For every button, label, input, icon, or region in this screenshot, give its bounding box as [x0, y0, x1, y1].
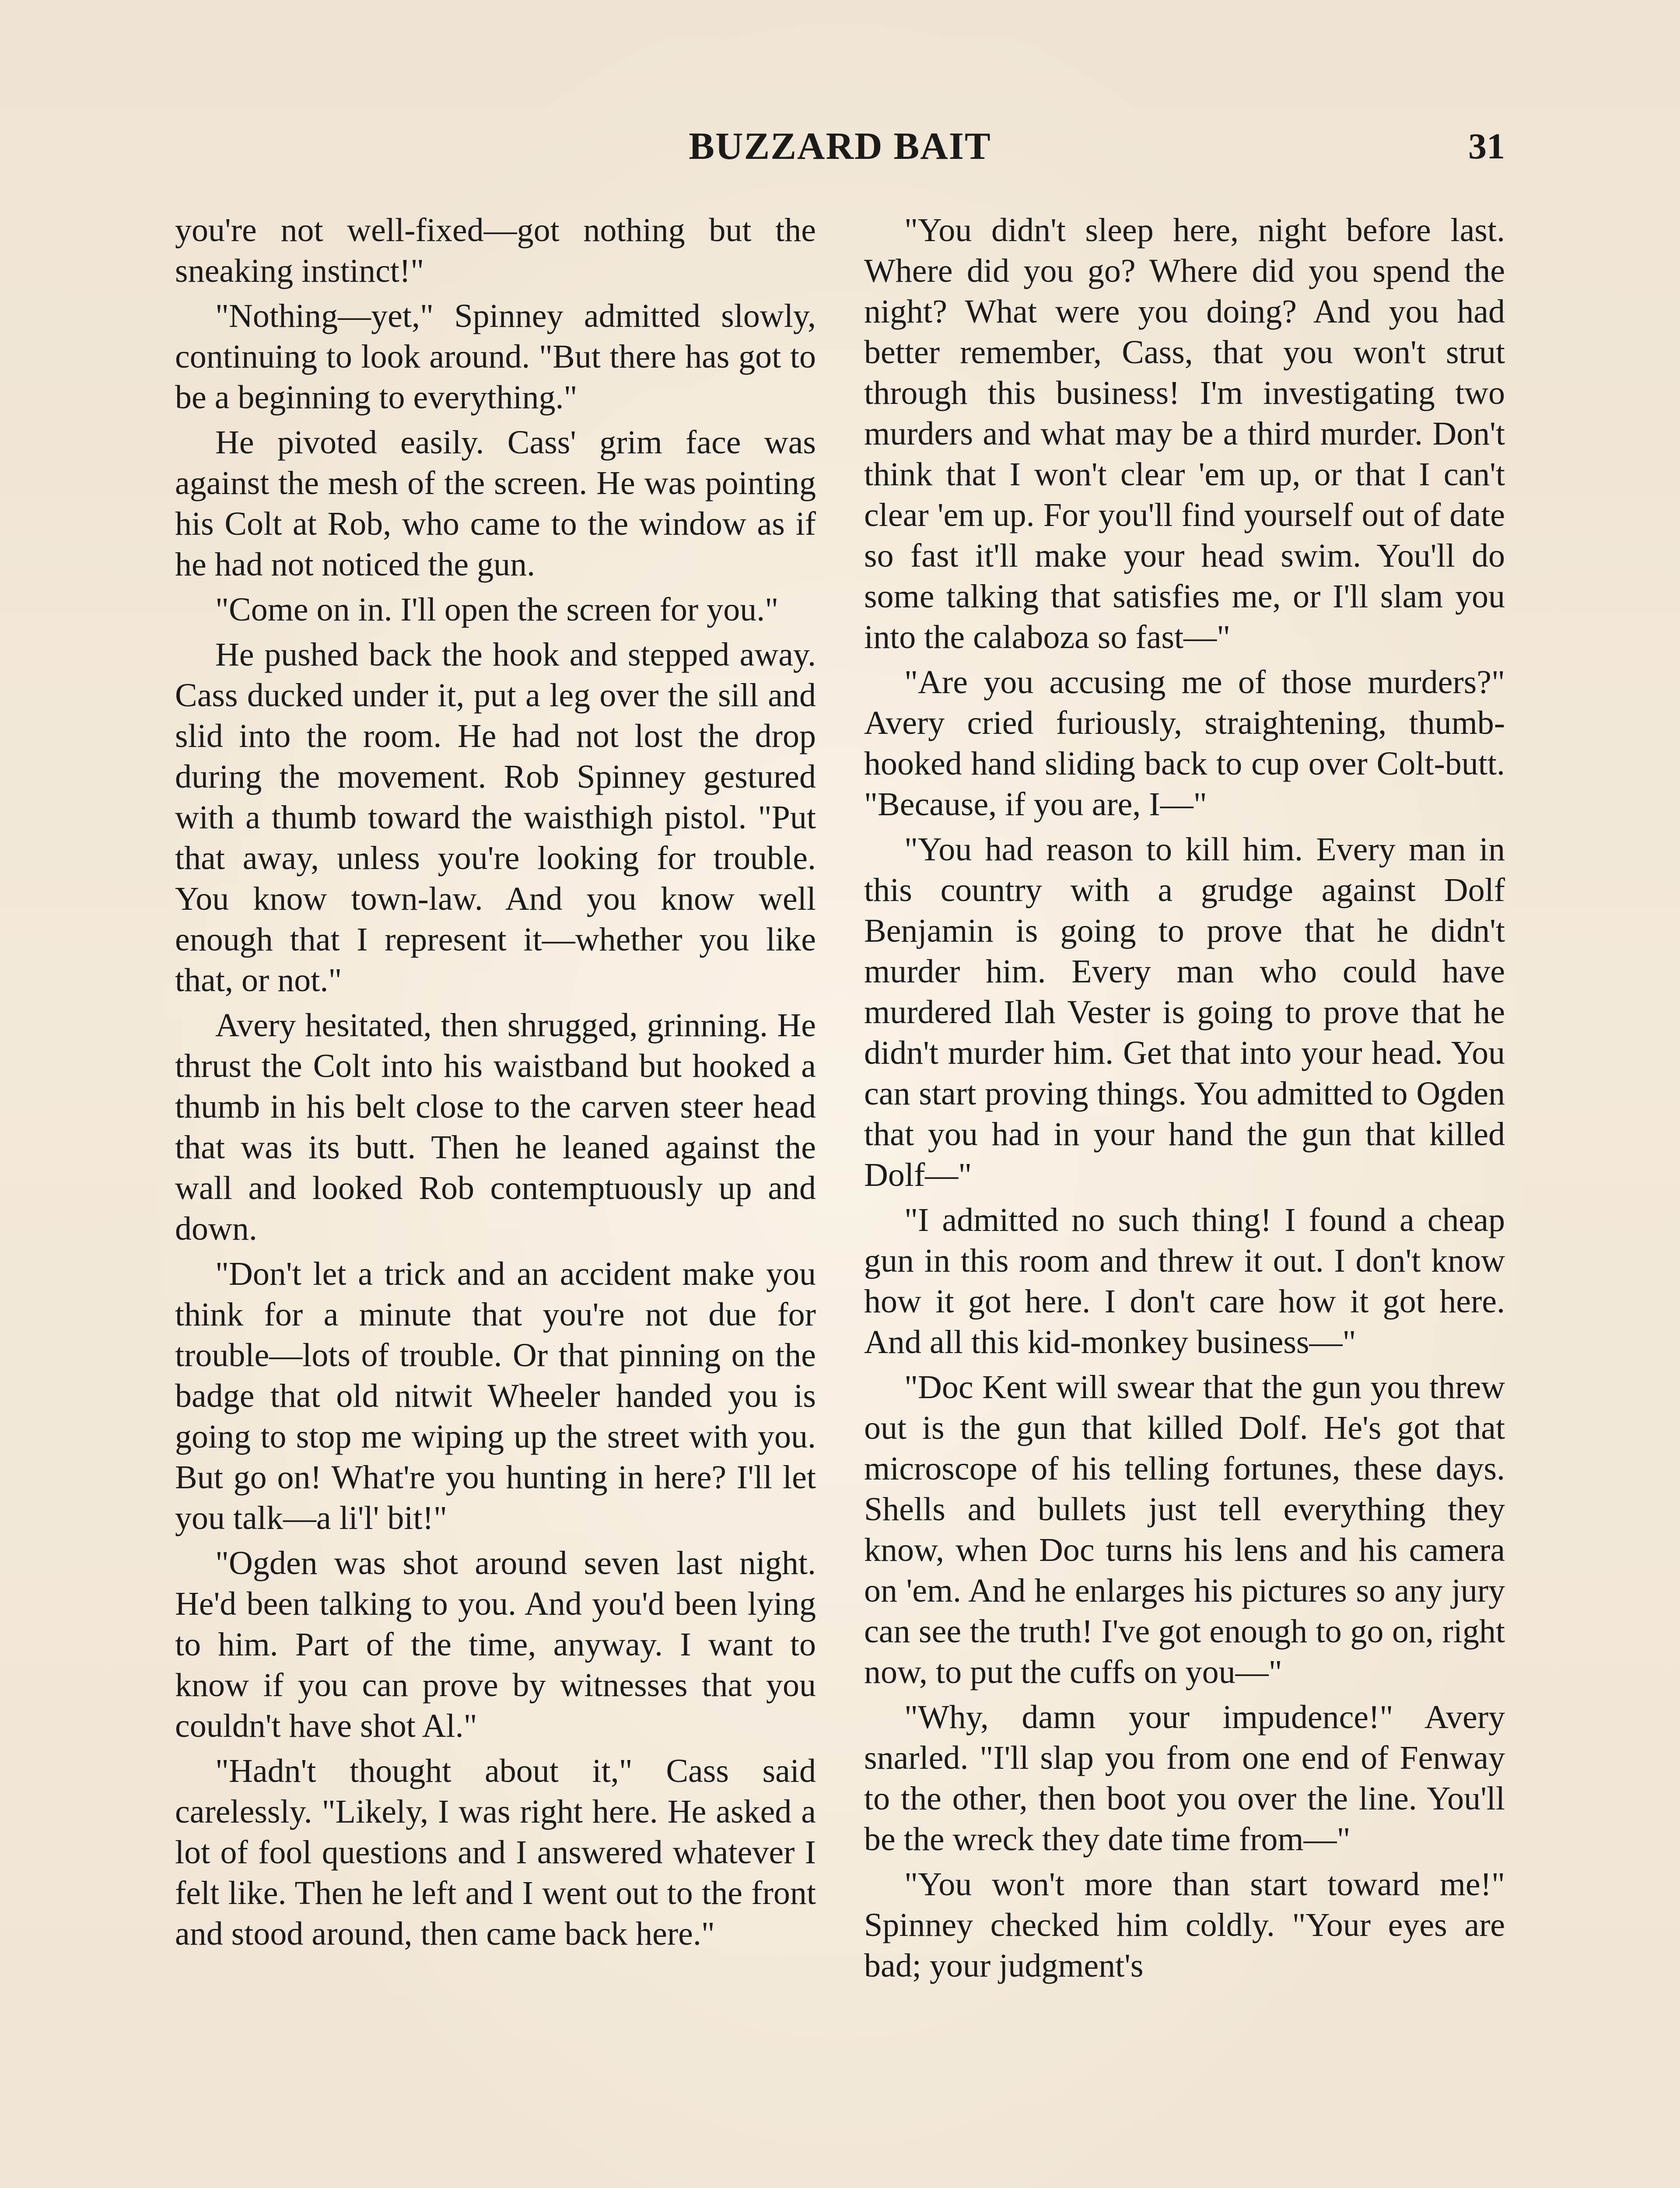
paragraph: "Come on in. I'll open the screen for you." — [215, 591, 779, 628]
running-title: BUZZARD BAIT — [689, 125, 991, 168]
page-header — [175, 123, 1505, 171]
paragraph: "Doc Kent will swear that the gun you threw out is the gun that killed Dolf. He's got that microscope of his telling fortunes, these days. Shells and bullets just tell everything they know, when Doc turns his lens and his camera on 'em. And he enlarges his pictures so any jury can see the truth! I've got enough to go on, right now, to put the cuffs on you—" — [864, 1369, 1505, 1690]
paragraph: "You had reason to kill him. Every man in this country with a grudge against Dolf Benjamin is going to prove that he didn't murder him. Every man who could have murdered Ilah Vester is going to prove that he didn't murder him. Get that into your head. You can start proving things. You admitted to Ogden that you had in your hand the gun that killed Dolf—" — [864, 831, 1505, 1193]
paragraph: He pushed back the hook and stepped away. Cass ducked under it, put a leg over the sill and slid into the room. He had not lost the drop during the movement. Rob Spinney gestured with a thumb toward the waisthigh pistol. "Put that away, unless you're looking for trouble. You know town-law. And you know well enough that I represent it—whether you like that, or not." — [175, 636, 816, 999]
paragraph: "Don't let a trick and an accident make you think for a minute that you're not due for trouble—lots of trouble. Or that pinning on the badge that old nitwit Wheeler handed you is going to stop me wiping up the street with you. But go on! What're you hunting in here? I'll let you talk—a li'l' bit!" — [175, 1255, 816, 1536]
paragraph: "You didn't sleep here, night before last. Where did you go? Where did you spend the night? What were you doing? And you had better remember, Cass, that you won't strut through this business! I'm investigating two murders and what may be a third murder. Don't think that I won't clear 'em up, or that I can't clear 'em up. For you'll find yourself out of date so fast it'll make your head swim. You'll do some talking that satisfies me, or I'll slam you into the calaboza so fast—" — [864, 212, 1505, 656]
paragraph: "Ogden was shot around seven last night. He'd been talking to you. And you'd been lying to him. Part of the time, anyway. I want to know if you can prove by witnesses that you couldn't have shot Al." — [175, 1545, 816, 1744]
text-column-left — [175, 210, 816, 1959]
paragraph: "Why, damn your impudence!" Avery snarled. "I'll slap you from one end of Fenway to the other, then boot you over the line. You'll be the wreck they date time from—" — [864, 1699, 1505, 1858]
text-column-right — [864, 210, 1505, 1991]
paragraph: "Hadn't thought about it," Cass said carelessly. "Likely, I was right here. He asked a lot of fool questions and I answered whatever I felt like. Then he left and I went out to the front and stood around, then came back here." — [175, 1753, 816, 1952]
paragraph: "I admitted no such thing! I found a cheap gun in this room and threw it out. I don't know how it got here. I don't care how it got here. And all this kid-monkey business—" — [864, 1202, 1505, 1360]
paragraph: "You won't more than start toward me!" Spinney checked him coldly. "Your eyes are bad; your judgment's — [864, 1866, 1505, 1984]
paragraph: He pivoted easily. Cass' grim face was against the mesh of the screen. He was pointing his Colt at Rob, who came to the window as if he had not noticed the gun. — [175, 424, 816, 583]
paragraph: "Nothing—yet," Spinney admitted slowly, continuing to look around. "But there has got to be a beginning to everything." — [175, 298, 816, 416]
page-number: 31 — [1468, 126, 1505, 167]
paragraph: Avery hesitated, then shrugged, grinning. He thrust the Colt into his waistband but hooked a thumb in his belt close to the carven steer head that was its butt. Then he leaned against the wall and looked Rob contemptuously up and down. — [175, 1007, 816, 1247]
paragraph: you're not well-fixed—got nothing but the sneaking instinct!" — [175, 212, 816, 289]
paragraph: "Are you accusing me of those murders?" Avery cried furiously, straightening, thumb-hooked hand sliding back to cup over Colt-butt. "Because, if you are, I—" — [864, 664, 1505, 823]
